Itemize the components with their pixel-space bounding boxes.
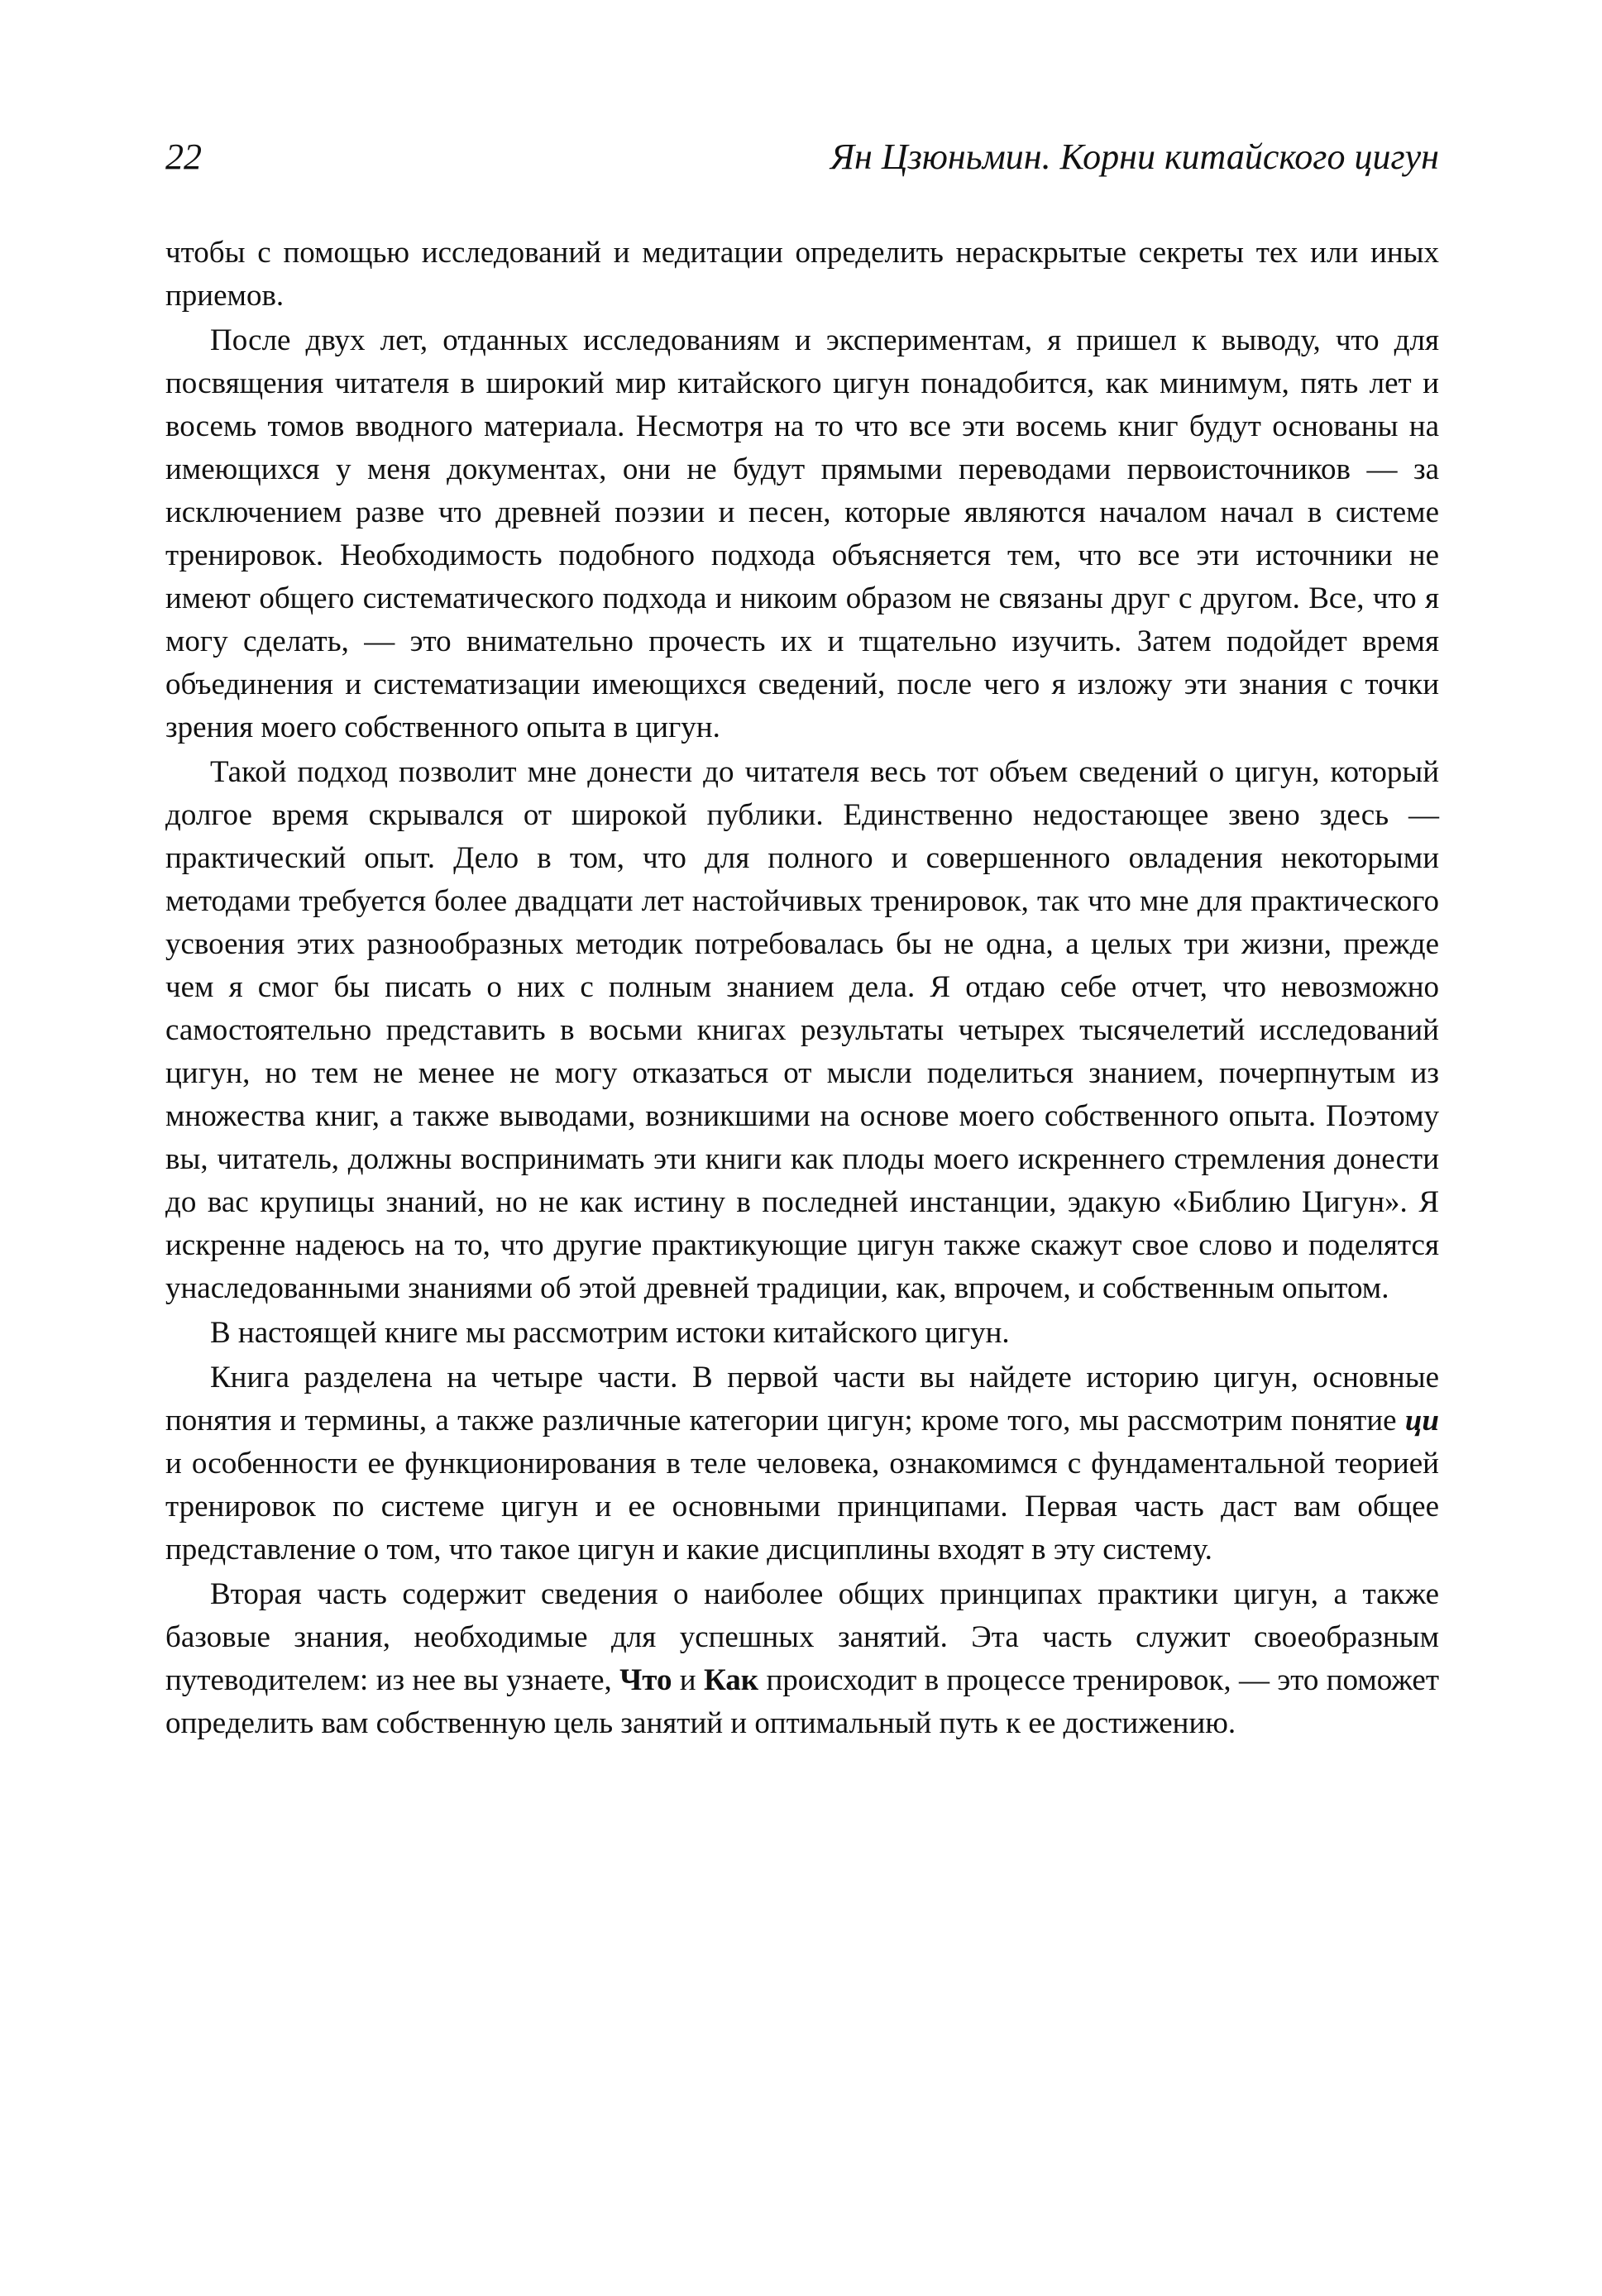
paragraph-research-plan: После двух лет, отданных исследованиям и экспериментам, я пришел к выводу, что для посвящения читателя в широкий мир китайского цигун понадобится, как минимум, пять лет и восемь томов вводного материала. Несмотря на то что все эти восемь книг будут основаны на имеющихся у меня документах, они не будут прямыми переводами первоисточников — за исключением разве что древней поэзии и песен, которые являются началом начал в системе тренировок. Необходимость подобного подхода объясняется тем, что все эти источники не имеют общего систематического подхода и никоим образом не связаны друг с другом. Все, что я могу сделать, — это внимательно прочесть их и тщательно изучить. Затем подойдет время объединения и систематизации имеющихся сведений, после чего я изложу эти знания с точки зрения моего собственного опыта в цигун. [165, 323, 1439, 744]
body-text [165, 232, 1439, 1747]
part-two-text-after: происходит в процессе тренировок, — это поможет определить вам собственную цель занятий и оптимальный путь к ее достижению. [165, 1663, 1439, 1740]
part-one-text-after: и особенности ее функционирования в теле человека, ознакомимся с фундаментальной теорией тренировок по системе цигун и ее основными принципами. Первая часть даст вам общее представление о том, что такое цигун и какие дисциплины входят в эту систему. [165, 1447, 1439, 1567]
part-two-text-before: Вторая часть содержит сведения о наиболее общих принципах практики цигун, а также базовые знания, необходимые для успешных занятий. Эта часть служит своеобразным путеводителем: из нее вы узнаете, [165, 1577, 1439, 1697]
running-title: Ян Цзюньмин. Корни китайского цигун [830, 136, 1439, 177]
term-how: Как [703, 1663, 759, 1697]
page-number: 22 [165, 136, 202, 177]
running-head [165, 132, 1439, 182]
paragraph-part-one [165, 1356, 1439, 1571]
paragraph-book-topic: В настоящей книге мы рассмотрим истоки китайского цигун. [210, 1316, 1010, 1350]
term-what: Что [619, 1663, 672, 1697]
part-two-text-middle: и [672, 1663, 704, 1697]
paragraph-approach: Такой подход позволит мне донести до читателя весь тот объем сведений о цигун, который долгое время скрывался от широкой публики. Единственно недостающее звено здесь — практический опыт. Дело в том, что для полного и совершенного овладения некоторыми методами требуется более двадцати лет настойчивых тренировок, так что мне для практического усвоения этих разнообразных методик потребовалась бы не одна, а целых три жизни, прежде чем я смог бы писать о них с полным знанием дела. Я отдаю себе отчет, что невозможно самостоятельно представить в восьми книгах результаты четырех тысячелетий исследований цигун, но тем не менее не могу отказаться от мысли поделиться знанием, почерпнутым из множества книг, а также выводами, возникшими на основе моего собственного опыта. Поэтому вы, читатель, должны воспринимать эти книги как плоды моего искреннего стремления донести до вас крупицы знаний, но не как истину в последней инстанции, эдакую «Библию Цигун». Я искренне надеюсь на то, что другие практикующие цигун также скажут свое слово и поделятся унаследованными знаниями об этой древней традиции, как, впрочем, и собственным опытом. [165, 755, 1439, 1305]
term-qi: ци [1404, 1404, 1439, 1437]
paragraph-continuation: чтобы с помощью исследований и медитации определить нераскрытые секреты тех или иных приемов. [165, 236, 1439, 313]
paragraph-part-two [165, 1573, 1439, 1745]
part-one-text-before: Книга разделена на четыре части. В первой части вы найдете историю цигун, основные понятия и термины, а также различные категории цигун; кроме того, мы рассмотрим понятие [165, 1361, 1439, 1437]
